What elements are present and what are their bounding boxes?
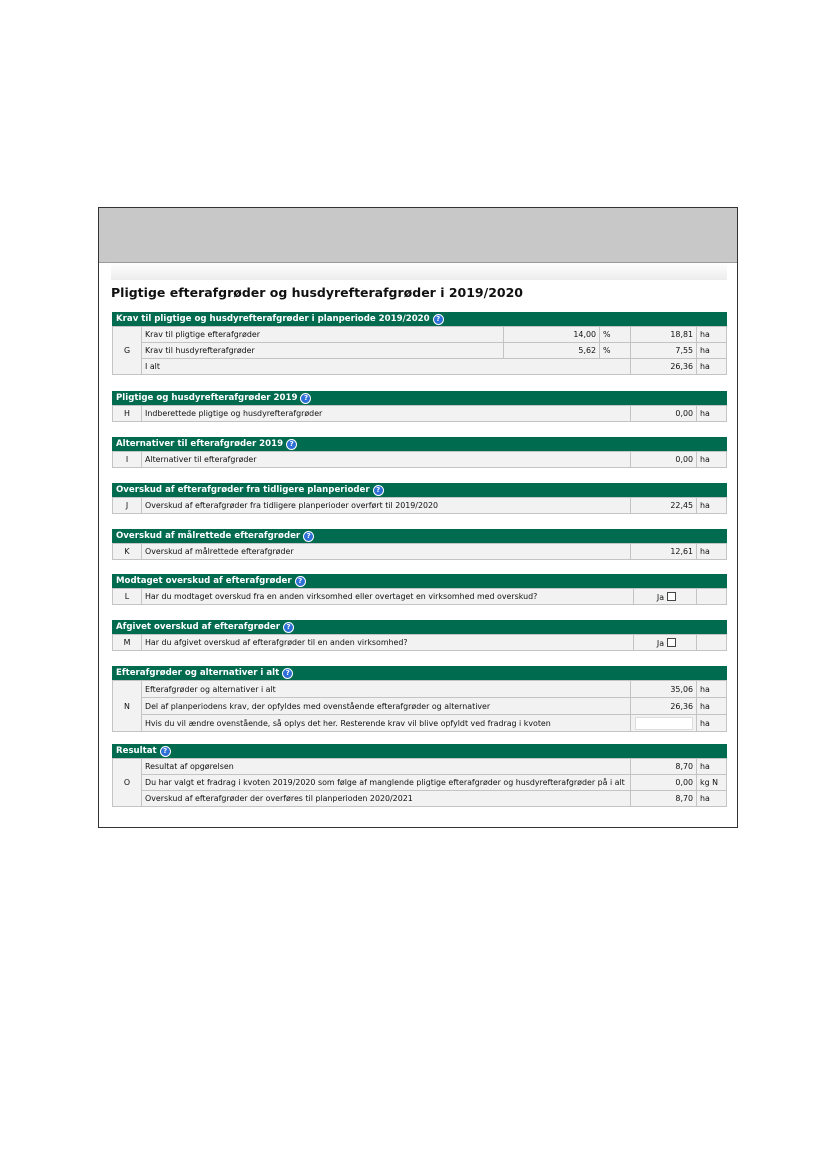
section-overskud-tidligere: [112, 483, 727, 514]
row-label: Overskud af efterafgrøder der overføres til planperioden 2020/2021: [142, 791, 631, 807]
row-label: Du har valgt et fradrag i kvoten 2019/2020 som følge af manglende pligtige efterafgrøder og husdyrefterafgrøder på i alt: [142, 775, 631, 791]
row-unit: ha: [697, 406, 727, 422]
row-value: 0,00: [631, 452, 697, 468]
row-unit: ha: [697, 759, 727, 775]
section-heading: [112, 483, 727, 497]
row-label: Krav til pligtige efterafgrøder: [142, 327, 504, 343]
section-heading-label: Resultat: [116, 746, 157, 756]
row-label: Krav til husdyrefterafgrøder: [142, 343, 504, 359]
row-value: 26,36: [631, 698, 697, 715]
help-icon[interactable]: ?: [303, 531, 314, 542]
help-icon[interactable]: ?: [160, 746, 171, 757]
section-heading-label: Efterafgrøder og alternativer i alt: [116, 668, 280, 678]
kvote-input[interactable]: [635, 717, 693, 730]
row-value: 8,70: [631, 791, 697, 807]
row-label: Har du modtaget overskud fra en anden virksomhed eller overtaget en virksomhed med overskud?: [142, 589, 634, 605]
section-resultat: [112, 744, 727, 807]
section-alternativer: [112, 437, 727, 468]
empty-cell: [697, 589, 727, 605]
row-value: 8,70: [631, 759, 697, 775]
row-value: 26,36: [631, 359, 697, 375]
table-row: [113, 343, 727, 359]
resultat-table: [112, 758, 727, 807]
table-row: [113, 681, 727, 698]
row-unit: ha: [697, 715, 727, 732]
row-label: Efterafgrøder og alternativer i alt: [142, 681, 631, 698]
row-letter: K: [113, 544, 142, 560]
row-unit: ha: [697, 544, 727, 560]
overskud-maalrettede-table: [112, 543, 727, 560]
row-label: Overskud af målrettede efterafgrøder: [142, 544, 631, 560]
row-value: 18,81: [631, 327, 697, 343]
table-row: [113, 544, 727, 560]
table-row: [113, 635, 727, 651]
pligtige-table: [112, 405, 727, 422]
table-row: [113, 406, 727, 422]
row-unit: ha: [697, 791, 727, 807]
table-row: [113, 452, 727, 468]
row-letter: N: [113, 681, 142, 732]
section-afgivet: [112, 620, 727, 651]
section-overskud-maalrettede: [112, 529, 727, 560]
help-icon[interactable]: ?: [286, 439, 297, 450]
row-letter: L: [113, 589, 142, 605]
section-heading-label: Modtaget overskud af efterafgrøder: [116, 576, 292, 586]
table-row: [113, 498, 727, 514]
table-row: [113, 359, 727, 375]
section-heading-label: Overskud af målrettede efterafgrøder: [116, 531, 301, 541]
row-label: Del af planperiodens krav, der opfyldes med ovenstående efterafgrøder og alternativer: [142, 698, 631, 715]
section-heading: [112, 529, 727, 543]
row-letter: J: [113, 498, 142, 514]
row-label: Har du afgivet overskud af efterafgrøder til en anden virksomhed?: [142, 635, 634, 651]
row-label: Alternativer til efterafgrøder: [142, 452, 631, 468]
empty-cell: [697, 635, 727, 651]
page-title: Pligtige efterafgrøder og husdyrefterafgrøder i 2019/2020: [111, 285, 523, 300]
modtaget-table: [112, 588, 727, 605]
row-letter: H: [113, 406, 142, 422]
section-heading-label: Overskud af efterafgrøder fra tidligere planperioder: [116, 485, 370, 495]
section-i-alt: [112, 666, 727, 732]
row-letter: I: [113, 452, 142, 468]
section-heading-label: Krav til pligtige og husdyrefterafgrøder i planperiode 2019/2020: [116, 314, 430, 324]
section-heading-label: Alternativer til efterafgrøder 2019: [116, 439, 284, 449]
i-alt-table: [112, 680, 727, 732]
row-unit: ha: [697, 359, 727, 375]
krav-table: [112, 326, 727, 375]
row-value: 12,61: [631, 544, 697, 560]
overskud-tidligere-table: [112, 497, 727, 514]
section-pligtige: [112, 391, 727, 422]
ja-checkbox-cell[interactable]: [634, 589, 697, 605]
percent-value: 14,00: [504, 327, 600, 343]
row-label: I alt: [142, 359, 631, 375]
section-heading: [112, 437, 727, 451]
row-unit: ha: [697, 698, 727, 715]
ja-label: Ja: [656, 638, 665, 648]
section-heading: [112, 391, 727, 405]
table-row: [113, 715, 727, 732]
row-value: 35,06: [631, 681, 697, 698]
section-heading: [112, 620, 727, 634]
help-icon[interactable]: ?: [300, 393, 311, 404]
ja-checkbox[interactable]: [667, 638, 676, 647]
row-letter: O: [113, 759, 142, 807]
row-unit: ha: [697, 327, 727, 343]
form-panel: [98, 207, 738, 828]
row-unit: kg N: [697, 775, 727, 791]
section-heading: [112, 312, 727, 326]
section-heading-label: Afgivet overskud af efterafgrøder: [116, 622, 281, 632]
row-unit: ha: [697, 452, 727, 468]
section-heading-label: Pligtige og husdyrefterafgrøder 2019: [116, 393, 298, 403]
row-letter: G: [113, 327, 142, 375]
row-label: Hvis du vil ændre ovenstående, så oplys det her. Resterende krav vil blive opfyldt ved fradrag i kvoten: [142, 715, 631, 732]
header-band: [99, 208, 737, 263]
help-icon[interactable]: ?: [282, 668, 293, 679]
table-row: [113, 698, 727, 715]
row-label: Resultat af opgørelsen: [142, 759, 631, 775]
help-icon[interactable]: ?: [433, 314, 444, 325]
section-heading: [112, 744, 727, 758]
table-row: [113, 327, 727, 343]
row-label: Indberettede pligtige og husdyrefterafgrøder: [142, 406, 631, 422]
row-unit: ha: [697, 343, 727, 359]
kvote-input-cell: [631, 715, 697, 732]
row-unit: ha: [697, 498, 727, 514]
table-row: [113, 589, 727, 605]
alternativer-table: [112, 451, 727, 468]
table-row: [113, 775, 727, 791]
section-modtaget: [112, 574, 727, 605]
percent-value: 5,62: [504, 343, 600, 359]
row-value: 0,00: [631, 406, 697, 422]
table-row: [113, 759, 727, 775]
row-value: 22,45: [631, 498, 697, 514]
table-row: [113, 791, 727, 807]
ja-checkbox[interactable]: [667, 592, 676, 601]
row-letter: M: [113, 635, 142, 651]
row-unit: ha: [697, 681, 727, 698]
row-value: 0,00: [631, 775, 697, 791]
row-label: Overskud af efterafgrøder fra tidligere planperioder overført til 2019/2020: [142, 498, 631, 514]
percent-unit: %: [600, 327, 631, 343]
section-heading: [112, 574, 727, 588]
afgivet-table: [112, 634, 727, 651]
title-band: [111, 263, 727, 280]
help-icon[interactable]: ?: [373, 485, 384, 496]
ja-label: Ja: [656, 592, 665, 602]
ja-checkbox-cell[interactable]: [634, 635, 697, 651]
row-value: 7,55: [631, 343, 697, 359]
section-heading: [112, 666, 727, 680]
help-icon[interactable]: ?: [283, 622, 294, 633]
percent-unit: %: [600, 343, 631, 359]
help-icon[interactable]: ?: [295, 576, 306, 587]
section-krav: [112, 312, 727, 375]
